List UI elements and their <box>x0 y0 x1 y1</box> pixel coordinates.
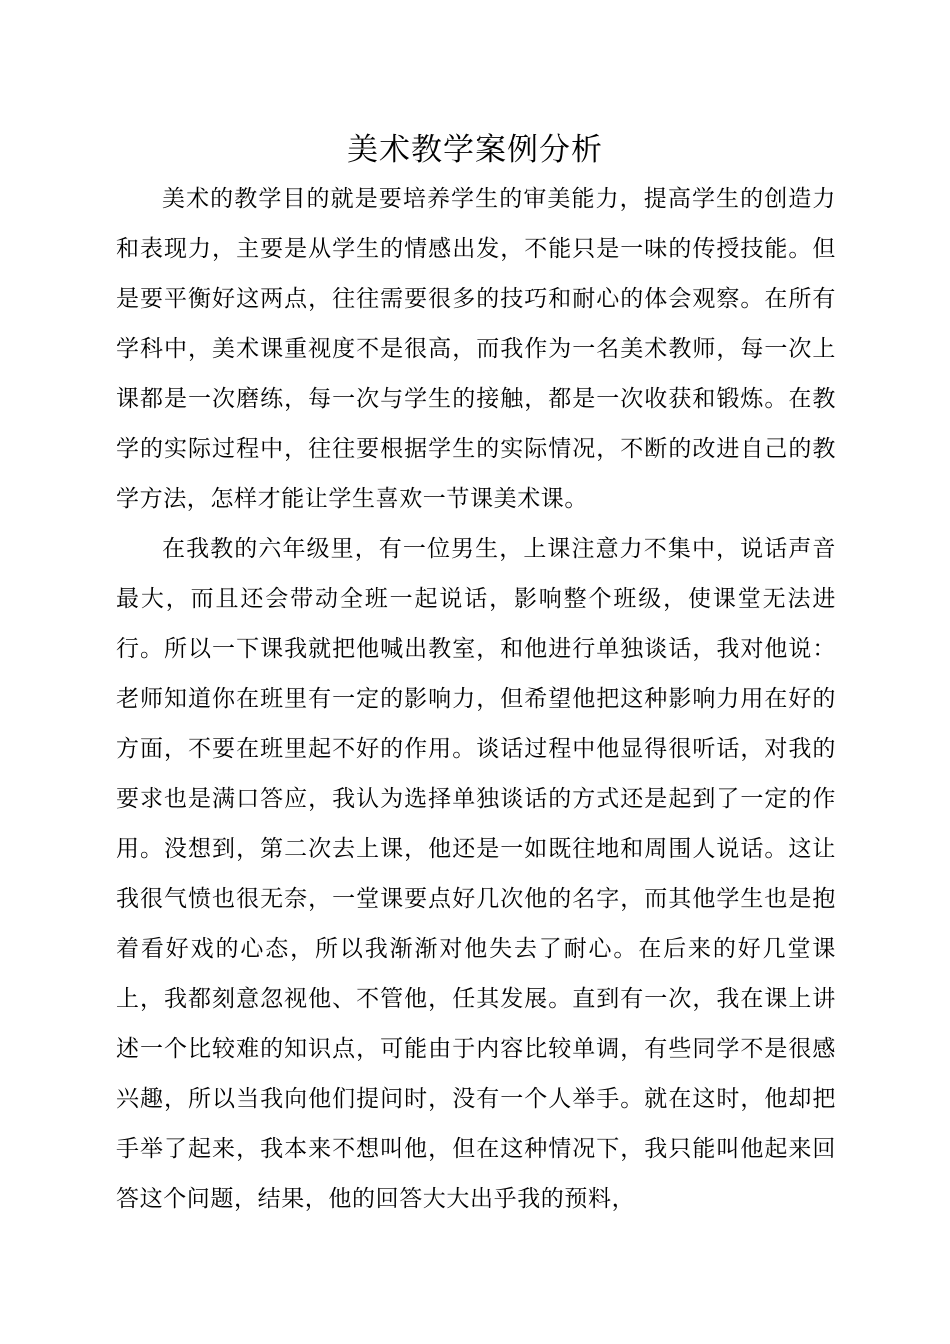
document-body <box>116 174 836 1224</box>
paragraph-1: 美术的教学目的就是要培养学生的审美能力，提高学生的创造力和表现力，主要是从学生的情感出发，不能只是一味的传授技能。但是要平衡好这两点，往往需要很多的技巧和耐心的体会观察。在所有学科中，美术课重视度不是很高，而我作为一名美术教师，每一次上课都是一次磨练，每一次与学生的接触，都是一次收获和锻炼。在教学的实际过程中，往往要根据学生的实际情况，不断的改进自己的教学方法，怎样才能让学生喜欢一节课美术课。 <box>116 186 836 512</box>
document-title: 美术教学案例分析 <box>347 132 603 168</box>
paragraph-2: 在我教的六年级里，有一位男生，上课注意力不集中，说话声音最大，而且还会带动全班一起说话，影响整个班级，使课堂无法进行。所以一下课我就把他喊出教室，和他进行单独谈话，我对他说：老师知道你在班里有一定的影响力，但希望他把这种影响力用在好的方面，不要在班里起不好的作用。谈话过程中他显得很听话，对我的要求也是满口答应，我认为选择单独谈话的方式还是起到了一定的作用。没想到，第二次去上课，他还是一如既往地和周围人说话。这让我很气愤也很无奈，一堂课要点好几次他的名字，而其他学生也是抱着看好戏的心态，所以我渐渐对他失去了耐心。在后来的好几堂课上，我都刻意忽视他、不管他，任其发展。直到有一次，我在课上讲述一个比较难的知识点，可能由于内容比较单调，有些同学不是很感兴趣，所以当我向他们提问时，没有一个人举手。就在这时，他却把手举了起来，我本来不想叫他，但在这种情况下，我只能叫他起来回答这个问题，结果，他的回答大大出乎我的预料， <box>116 536 836 1212</box>
